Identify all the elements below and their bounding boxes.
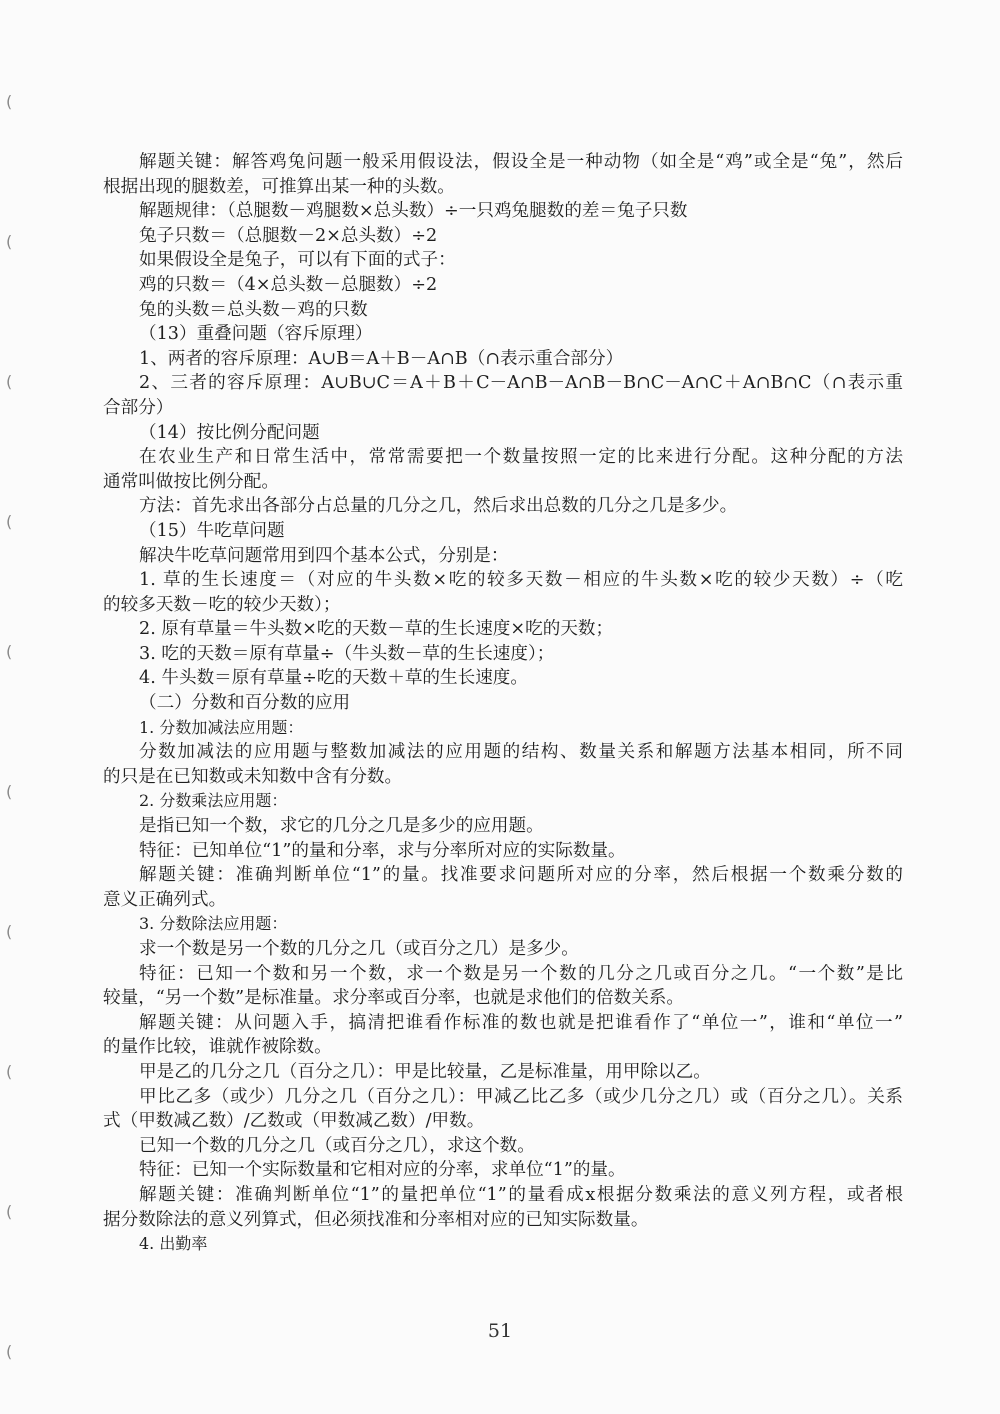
subsection-heading: 4. 出勤率 (139, 1234, 208, 1254)
text-line: 通常叫做按比例分配。 (103, 471, 279, 492)
text-line: 式（甲数减乙数）/乙数或（甲数减乙数）/甲数。 (103, 1111, 485, 1132)
text-line: 特征：已知一个数和另一个数，求一个数是另一个数的几分之几或百分之几。“一个数”是比 (139, 963, 903, 984)
binding-hole-mark: ( (6, 922, 13, 941)
text-line: 的只是在已知数或未知数中含有分数。 (103, 766, 403, 787)
text-line: 的量作比较，谁就作被除数。 (103, 1037, 332, 1058)
section-heading: （15）牛吃草问题 (139, 520, 285, 541)
text-line: 在农业生产和日常生活中，常常需要把一个数量按照一定的比来进行分配。这种分配的方法 (139, 447, 903, 468)
text-line: 特征：已知单位“1”的量和分率，求与分率所对应的实际数量。 (139, 840, 626, 861)
binding-hole-mark: ( (6, 782, 13, 801)
text-line: 兔子只数＝（总腿数－2×总头数）÷2 (139, 225, 438, 246)
text-line: 解题关键：准确判断单位“1”的量把单位“1”的量看成x根据分数乘法的意义列方程，或者根 (139, 1184, 903, 1205)
binding-hole-mark: ( (6, 92, 13, 111)
binding-margin (0, 0, 14, 1414)
binding-hole-mark: ( (6, 1062, 13, 1081)
text-line: 1. 草的生长速度＝（对应的牛头数×吃的较多天数－相应的牛头数×吃的较少天数）÷（吃 (139, 570, 903, 591)
text-line: 较量，“另一个数”是标准量。求分率或百分率，也就是求他们的倍数关系。 (103, 988, 684, 1009)
subsection-heading: 1. 分数加减法应用题： (139, 717, 304, 737)
text-line: 如果假设全是兔子，可以有下面的式子： (139, 250, 456, 271)
subsection-heading: 3. 分数除法应用题： (139, 914, 288, 934)
section-heading: （二）分数和百分数的应用 (139, 693, 351, 714)
text-line: 特征：已知一个实际数量和它相对应的分率，求单位“1”的量。 (139, 1160, 626, 1181)
page-number: 51 (487, 1320, 513, 1342)
text-line: 意义正确列式。 (103, 889, 227, 910)
binding-hole-mark: ( (6, 642, 13, 661)
text-line: 已知一个数的几分之几（或百分之几），求这个数。 (139, 1135, 535, 1156)
text-line: 解题关键：准确判断单位“1”的量。找准要求问题所对应的分率，然后根据一个数乘分数的 (139, 865, 903, 886)
text-line: 3. 吃的天数＝原有草量÷（牛头数－草的生长速度）； (139, 643, 555, 664)
section-heading: （13）重叠问题（容斥原理） (139, 324, 373, 345)
text-line: 1、两者的容斥原理：A∪B＝A＋B－A∩B（∩表示重合部分） (139, 348, 624, 369)
text-line: 据分数除法的意义列算式，但必须找准和分率相对应的已知实际数量。 (103, 1209, 649, 1230)
text-line: 解决牛吃草问题常用到四个基本公式，分别是： (139, 545, 509, 566)
text-line: 解题关键：从问题入手，搞清把谁看作标准的数也就是把谁看作了“单位一”，谁和“单位一” (139, 1012, 903, 1033)
text-line: 2. 原有草量＝牛头数×吃的天数－草的生长速度×吃的天数； (139, 619, 614, 640)
body-text (103, 150, 903, 1257)
binding-hole-mark: ( (6, 1342, 13, 1361)
binding-hole-mark: ( (6, 1202, 13, 1221)
binding-hole-mark: ( (6, 512, 13, 531)
text-line: 合部分） (103, 397, 174, 418)
text-line: 鸡的只数＝（4×总头数－总腿数）÷2 (139, 274, 438, 295)
text-line: 4. 牛头数＝原有草量÷吃的天数＋草的生长速度。 (139, 668, 528, 689)
text-line: 的较多天数－吃的较少天数）； (103, 594, 341, 615)
text-line: 甲是乙的几分之几（百分之几）：甲是比较量，乙是标准量，用甲除以乙。 (139, 1061, 711, 1082)
binding-hole-mark: ( (6, 232, 13, 251)
text-line: 根据出现的腿数差，可推算出某一种的头数。 (103, 176, 455, 197)
section-heading: （14）按比例分配问题 (139, 422, 320, 443)
text-line: 兔的头数＝总头数－鸡的只数 (139, 299, 368, 320)
text-line: 甲比乙多（或少）几分之几（百分之几）：甲减乙比乙多（或少几分之几）或（百分之几）。关系 (139, 1086, 903, 1107)
text-line: 解题规律：（总腿数－鸡腿数×总头数）÷一只鸡兔腿数的差＝兔子只数 (139, 201, 688, 222)
text-line: 分数加减法的应用题与整数加减法的应用题的结构、数量关系和解题方法基本相同，所不同 (139, 742, 903, 763)
subsection-heading: 2. 分数乘法应用题： (139, 791, 288, 811)
text-line: 是指已知一个数，求它的几分之几是多少的应用题。 (139, 816, 544, 837)
binding-hole-mark: ( (6, 372, 13, 391)
text-line: 解题关键：解答鸡兔问题一般采用假设法，假设全是一种动物（如全是“鸡”或全是“兔”，然后 (139, 152, 903, 172)
text-line: 2、三者的容斥原理：A∪B∪C＝A＋B＋C－A∩B－A∩B－B∩C－A∩C＋A∩B∩C（∩表示重 (139, 373, 903, 394)
text-line: 方法：首先求出各部分占总量的几分之几，然后求出总数的几分之几是多少。 (139, 496, 738, 517)
text-line: 求一个数是另一个数的几分之几（或百分之几）是多少。 (139, 939, 579, 959)
